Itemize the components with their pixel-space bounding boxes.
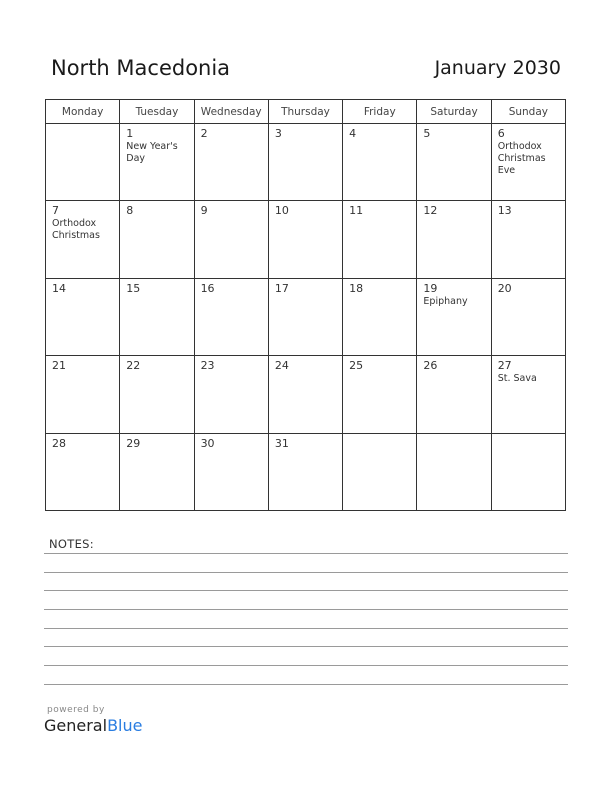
day-number: 12 (423, 204, 438, 218)
note-line (44, 609, 568, 610)
day-cell (46, 278, 120, 355)
day-cell (120, 124, 194, 201)
day-number: 9 (200, 204, 208, 218)
day-cell (268, 433, 342, 510)
day-number: 30 (200, 436, 215, 450)
note-line (44, 684, 568, 685)
day-cell (268, 201, 342, 278)
day-number: 18 (349, 281, 364, 295)
notes-label: NOTES: (49, 537, 94, 551)
day-number: 8 (126, 204, 134, 218)
day-cell (194, 278, 268, 355)
day-cell (343, 278, 417, 355)
brand-logo[interactable] (44, 716, 142, 735)
weekday-wednesday: Wednesday (194, 100, 268, 124)
week-row (46, 433, 566, 510)
weekday-header-row (46, 100, 566, 124)
day-cell (491, 356, 565, 433)
day-number: 5 (423, 127, 431, 140)
day-number: 27 (497, 359, 512, 373)
day-number: 20 (497, 281, 512, 295)
day-cell (46, 124, 120, 201)
day-number: 24 (274, 359, 289, 373)
day-number: 25 (349, 359, 364, 373)
note-line (44, 553, 568, 554)
weekday-monday: Monday (46, 100, 120, 124)
day-cell (343, 201, 417, 278)
day-number: 21 (52, 359, 66, 373)
powered-by-text: powered by (47, 705, 105, 715)
day-number: 2 (200, 127, 208, 140)
day-cell (120, 433, 194, 510)
holiday-label: Epiphany (423, 295, 468, 307)
calendar-weeks (46, 124, 566, 511)
weekday-sunday: Sunday (491, 100, 565, 124)
day-cell (491, 433, 565, 510)
holiday-label: St. Sava (497, 373, 537, 385)
day-number: 17 (274, 281, 289, 295)
day-number: 15 (126, 281, 141, 295)
day-cell (194, 124, 268, 201)
week-row (46, 124, 566, 201)
day-cell (46, 356, 120, 433)
day-cell (343, 124, 417, 201)
month-year-title: January 2030 (434, 57, 561, 79)
note-line (44, 590, 568, 591)
brand-name-blue: Blue (107, 716, 143, 735)
week-row (46, 356, 566, 433)
day-cell (417, 278, 491, 355)
day-cell (491, 201, 565, 278)
note-line (44, 628, 568, 629)
day-cell (120, 201, 194, 278)
holiday-label: Orthodox Christmas Eve (497, 141, 546, 176)
calendar-grid (45, 99, 566, 511)
day-cell (343, 433, 417, 510)
day-number: 14 (52, 281, 66, 295)
weekday-saturday: Saturday (417, 100, 491, 124)
weekday-friday: Friday (343, 100, 417, 124)
day-cell (268, 124, 342, 201)
day-number: 22 (126, 359, 141, 373)
day-cell (194, 433, 268, 510)
day-cell (491, 124, 565, 201)
day-cell (417, 201, 491, 278)
day-cell (491, 278, 565, 355)
day-number: 1 (126, 127, 134, 140)
note-line (44, 572, 568, 573)
day-cell (46, 433, 120, 510)
brand-name-general: General (44, 716, 108, 735)
day-cell (417, 124, 491, 201)
week-row (46, 201, 566, 278)
day-number: 31 (274, 436, 289, 450)
day-cell (417, 356, 491, 433)
day-number: 10 (274, 204, 289, 218)
note-line (44, 665, 568, 666)
day-cell (194, 356, 268, 433)
weekday-tuesday: Tuesday (120, 100, 194, 124)
day-number: 16 (200, 281, 215, 295)
day-cell (417, 433, 491, 510)
day-number: 7 (52, 204, 59, 218)
day-number: 11 (349, 204, 364, 218)
country-title: North Macedonia (51, 56, 231, 80)
day-cell (194, 201, 268, 278)
day-cell (343, 356, 417, 433)
day-number: 6 (497, 127, 505, 140)
day-cell (268, 356, 342, 433)
note-line (44, 646, 568, 647)
day-number: 19 (423, 281, 438, 295)
day-cell (120, 278, 194, 355)
holiday-label: New Year's Day (126, 141, 178, 164)
day-cell (268, 278, 342, 355)
day-number: 29 (126, 436, 141, 450)
day-cell (120, 356, 194, 433)
holiday-label: Orthodox Christmas (52, 218, 100, 242)
weekday-thursday: Thursday (268, 100, 342, 124)
day-number: 3 (274, 127, 282, 140)
day-number: 4 (349, 127, 357, 140)
week-row (46, 278, 566, 355)
day-number: 28 (52, 436, 66, 450)
day-number: 23 (200, 359, 215, 373)
day-number: 13 (497, 204, 512, 218)
day-number: 26 (423, 359, 438, 373)
day-cell (46, 201, 120, 278)
